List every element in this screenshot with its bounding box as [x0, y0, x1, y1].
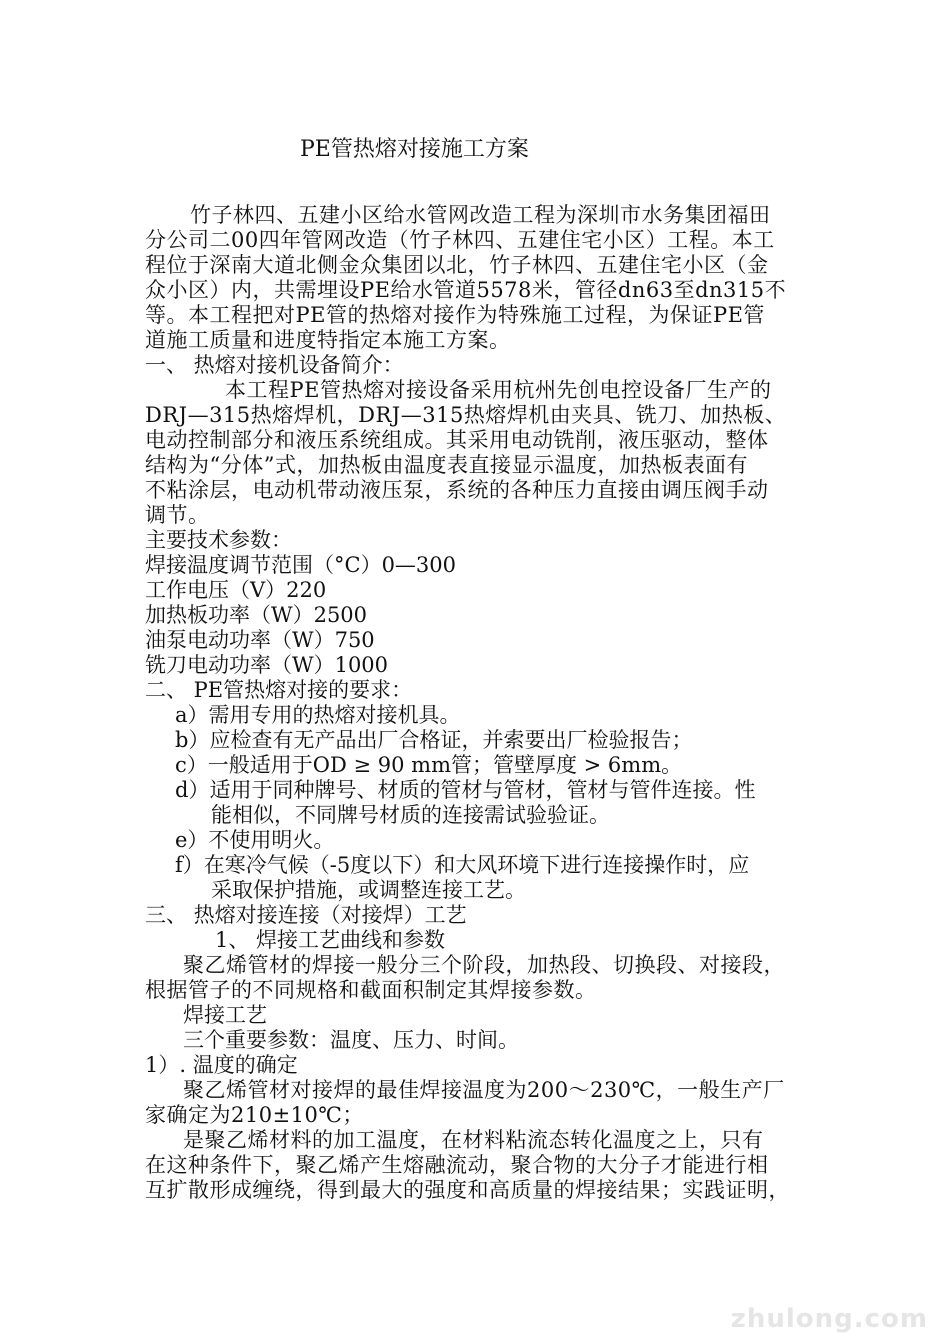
paragraph-line: 本工程PE管热熔对接设备采用杭州先创电控设备厂生产的: [225, 378, 772, 402]
paragraph-line: 聚乙烯管材对接焊的最佳焊接温度为200～230℃，一般生产厂: [183, 1078, 785, 1102]
paragraph-line: 家确定为210±10℃；: [145, 1103, 364, 1127]
list-item: d）适用于同种牌号、材质的管材与管材，管材与管件连接。性: [175, 778, 756, 802]
paragraph-line: 根据管子的不同规格和截面积制定其焊接参数。: [145, 978, 597, 1002]
paragraph-line: 互扩散形成缠绕，得到最大的强度和高质量的焊接结果；实践证明，: [145, 1178, 790, 1202]
paragraph-line: 结构为“分体”式，加热板由温度表直接显示温度，加热板表面有: [145, 453, 748, 477]
paragraph-line: DRJ—315热熔焊机，DRJ—315热熔焊机由夹具、铣刀、加热板、: [145, 403, 787, 427]
params-heading: 主要技术参数：: [145, 528, 292, 552]
param-line: 焊接温度调节范围（°C）0—300: [145, 553, 457, 577]
process-title: 焊接工艺: [183, 1003, 267, 1027]
list-item: c）一般适用于OD ≥ 90 mm管；管壁厚度 > 6mm。: [175, 753, 683, 777]
paragraph-line: 众小区）内，共需埋设PE给水管道5578米，管径dn63至dn315不: [145, 278, 787, 302]
list-item: b）应检查有无产品出厂合格证，并索要出厂检验报告；: [175, 728, 693, 752]
param-line: 加热板功率（W）2500: [145, 603, 368, 627]
paragraph-line: 调节。: [145, 503, 210, 527]
param-line: 铣刀电动功率（W）1000: [145, 653, 389, 677]
paragraph-line: 在这种条件下，聚乙烯产生熔融流动，聚合物的大分子才能进行相: [145, 1153, 769, 1177]
subsection-heading: 1）. 温度的确定: [145, 1053, 298, 1077]
watermark: zhulong.com: [730, 1304, 928, 1334]
subsection-heading: 1、 焊接工艺曲线和参数: [215, 928, 446, 952]
section-heading: 二、 PE管热熔对接的要求：: [145, 678, 413, 702]
param-line: 工作电压（V）220: [145, 578, 327, 602]
document-title: PE管热熔对接施工方案: [300, 137, 529, 162]
paragraph-line: 程位于深南大道北侧金众集团以北，竹子林四、五建住宅小区（金: [145, 253, 769, 277]
param-line: 油泵电动功率（W）750: [145, 628, 375, 652]
paragraph-line: 等。本工程把对PE管的热熔对接作为特殊施工过程，为保证PE管: [145, 303, 765, 327]
paragraph-line: 电动控制部分和液压系统组成。其采用电动铣削，液压驱动，整体: [145, 428, 769, 452]
section-heading: 三、 热熔对接连接（对接焊）工艺: [145, 903, 467, 927]
list-item-continuation: 能相似，不同牌号材质的连接需试验验证。: [211, 803, 610, 827]
paragraph-line: 道施工质量和进度特指定本施工方案。: [145, 328, 511, 352]
paragraph-line: 分公司二00四年管网改造（竹子林四、五建住宅小区）工程。本工: [145, 228, 775, 252]
list-item-continuation: 采取保护措施，或调整连接工艺。: [211, 878, 526, 902]
paragraph-line: 竹子林四、五建小区给水管网改造工程为深圳市水务集团福田: [190, 203, 771, 227]
list-item: e）不使用明火。: [175, 828, 335, 852]
list-item: a）需用专用的热熔对接机具。: [175, 703, 461, 727]
list-item: f）在寒冷气候（-5度以下）和大风环境下进行连接操作时，应: [175, 853, 750, 877]
paragraph-line: 聚乙烯管材的焊接一般分三个阶段，加热段、切换段、对接段，: [183, 953, 785, 977]
paragraph-line: 不粘涂层，电动机带动液压泵，系统的各种压力直接由调压阀手动: [145, 478, 769, 502]
key-params-line: 三个重要参数：温度、压力、时间。: [183, 1028, 519, 1052]
paragraph-line: 是聚乙烯材料的加工温度，在材料粘流态转化温度之上，只有: [183, 1128, 764, 1152]
section-heading: 一、 热熔对接机设备简介：: [145, 353, 404, 377]
